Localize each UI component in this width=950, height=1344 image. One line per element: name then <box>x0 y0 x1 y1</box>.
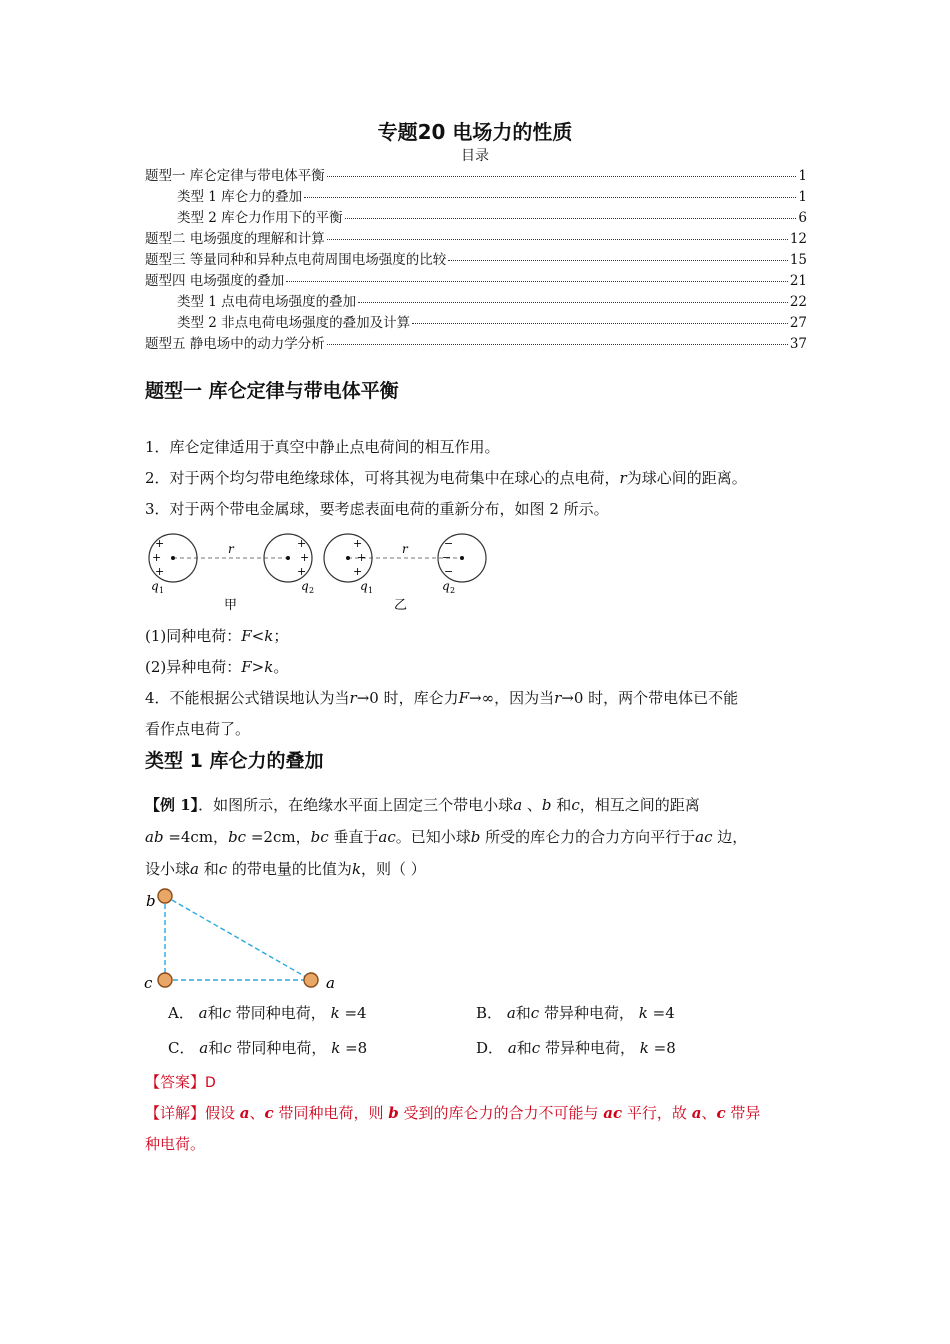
sphere-center-dot <box>286 556 290 560</box>
answer-line: 【答案】D <box>145 1073 216 1091</box>
q1-label: q <box>360 579 368 593</box>
plus-sign: + <box>297 537 307 550</box>
ball-b <box>158 889 172 903</box>
q2-label: q <box>442 579 450 593</box>
q1-subscript: 1 <box>159 586 165 595</box>
paragraph-3: 3．对于两个带电金属球，要考虑表面电荷的重新分布，如图 2 所示。 <box>145 500 609 518</box>
section-heading: 题型一 库仑定律与带电体平衡 <box>145 380 399 402</box>
minus-sign: − <box>444 537 454 550</box>
toc-entry-page: 22 <box>789 294 807 310</box>
detail-line-2: 种电荷。 <box>145 1135 206 1153</box>
label-a: a <box>326 974 335 992</box>
toc-dot-leader <box>448 260 788 261</box>
toc-dot-leader <box>345 218 797 219</box>
toc-dot-leader <box>327 239 788 240</box>
toc-entry-label: 类型 1 点电荷电场强度的叠加 <box>177 294 357 310</box>
minus-sign: − <box>442 551 452 564</box>
plus-sign: + <box>152 551 162 564</box>
toc-entry-page: 1 <box>798 168 807 184</box>
toc-entry[interactable] <box>145 227 807 248</box>
sphere-center-dot <box>171 556 175 560</box>
q2-label: q <box>301 579 309 593</box>
toc-entry[interactable] <box>145 206 807 227</box>
toc-entry-page: 1 <box>798 189 807 205</box>
caption-jia: 甲 <box>224 598 238 613</box>
plus-sign: + <box>357 551 367 564</box>
example-line-2: ab =4cm，bc =2cm，bc 垂直于ac。已知小球b 所受的库仑力的合力方向平行于ac 边， <box>145 828 748 846</box>
minus-sign: − <box>444 565 454 578</box>
toc-dot-leader <box>304 197 796 198</box>
charged-spheres-figure <box>140 530 500 615</box>
toc-heading: 目录 <box>461 148 489 164</box>
toc-entry[interactable] <box>145 185 807 206</box>
toc-entry-label: 题型二 电场强度的理解和计算 <box>145 231 325 247</box>
paragraph-4: 4．不能根据公式错误地认为当r→0 时，库仑力F→∞，因为当r→0 时，两个带电体已不能 <box>145 689 739 707</box>
subsection-heading: 类型 1 库仑力的叠加 <box>145 750 324 772</box>
q2-subscript: 2 <box>450 586 456 595</box>
toc-entry[interactable] <box>145 311 807 332</box>
toc-entry[interactable] <box>145 164 807 185</box>
toc-entry-label: 题型四 电场强度的叠加 <box>145 273 285 289</box>
sphere-center-dot <box>346 556 350 560</box>
toc-entry-label: 题型三 等量同种和异种点电荷周围电场强度的比较 <box>145 252 447 268</box>
q1-label: q <box>151 579 159 593</box>
same-charge-line: (1)同种电荷：F<k； <box>145 627 289 645</box>
plus-sign: + <box>297 565 307 578</box>
paragraph-4-cont: 看作点电荷了。 <box>145 720 251 738</box>
example-line-3: 设小球a 和c 的带电量的比值为k，则（ ） <box>145 860 426 878</box>
plus-sign: + <box>353 565 363 578</box>
example-line-1: 【例 1】．如图所示，在绝缘水平面上固定三个带电小球a 、b 和c，相互之间的距离 <box>145 796 700 814</box>
label-b: b <box>146 892 156 910</box>
q2-subscript: 2 <box>309 586 315 595</box>
sphere-center-dot <box>460 556 464 560</box>
toc-dot-leader <box>327 176 797 177</box>
toc-entry-label: 类型 1 库仑力的叠加 <box>177 189 303 205</box>
toc-entry-label: 类型 2 库仑力作用下的平衡 <box>177 210 343 226</box>
line-ab <box>165 896 311 980</box>
plus-sign: + <box>155 537 165 550</box>
table-of-contents <box>145 164 807 353</box>
toc-entry[interactable] <box>145 332 807 353</box>
label-c: c <box>144 974 153 992</box>
option-c: C． a和c 带同种电荷， k =8 <box>168 1039 368 1057</box>
option-a: A． a和c 带同种电荷， k =4 <box>168 1004 367 1022</box>
plus-sign: + <box>155 565 165 578</box>
q1-subscript: 1 <box>368 586 374 595</box>
toc-entry-page: 15 <box>789 252 807 268</box>
toc-entry[interactable] <box>145 248 807 269</box>
option-b: B． a和c 带异种电荷， k =4 <box>476 1004 675 1022</box>
page-title: 专题20 电场力的性质 <box>377 120 573 144</box>
toc-entry-label: 题型一 库仑定律与带电体平衡 <box>145 168 325 184</box>
ball-c <box>158 973 172 987</box>
triangle-figure <box>140 882 350 992</box>
paragraph-2: 2．对于两个均匀带电绝缘球体，可将其视为电荷集中在球心的点电荷，r为球心间的距离。 <box>145 469 747 487</box>
caption-yi: 乙 <box>394 598 408 613</box>
plus-sign: + <box>353 537 363 550</box>
option-d: D． a和c 带异种电荷， k =8 <box>476 1039 676 1057</box>
toc-entry-page: 6 <box>798 210 807 226</box>
toc-entry[interactable] <box>145 290 807 311</box>
r-label: r <box>402 542 408 556</box>
toc-entry[interactable] <box>145 269 807 290</box>
ball-a <box>304 973 318 987</box>
diff-charge-line: (2)异种电荷：F>k。 <box>145 658 289 676</box>
toc-dot-leader <box>327 344 788 345</box>
toc-dot-leader <box>358 302 788 303</box>
toc-dot-leader <box>286 281 788 282</box>
toc-entry-page: 37 <box>789 336 807 352</box>
toc-entry-page: 21 <box>789 273 807 289</box>
toc-entry-page: 27 <box>789 315 807 331</box>
paragraph-1: 1．库仑定律适用于真空中静止点电荷间的相互作用。 <box>145 438 500 456</box>
toc-entry-label: 题型五 静电场中的动力学分析 <box>145 336 325 352</box>
toc-entry-page: 12 <box>789 231 807 247</box>
detail-line-1: 【详解】假设 a、c 带同种电荷，则 b 受到的库仑力的合力不可能与 ac 平行，故 a、c 带异 <box>145 1104 761 1122</box>
r-label: r <box>228 542 234 556</box>
toc-dot-leader <box>412 323 788 324</box>
plus-sign: + <box>300 551 310 564</box>
toc-entry-label: 类型 2 非点电荷电场强度的叠加及计算 <box>177 315 411 331</box>
